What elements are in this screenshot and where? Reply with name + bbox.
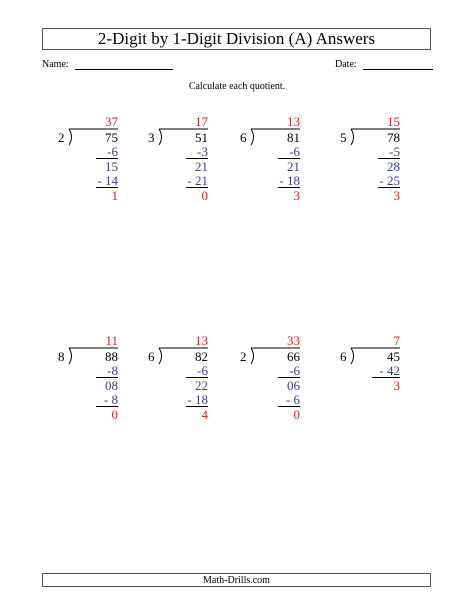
step-subtract: -6 (197, 363, 208, 378)
problem-3 (240, 115, 300, 205)
instruction-text: Calculate each quotient. (188, 81, 286, 92)
dividend: 66 (287, 349, 300, 364)
remainder: 3 (393, 378, 400, 393)
quotient: 33 (287, 333, 300, 348)
problem-2 (148, 115, 208, 205)
quotient: 7 (393, 333, 400, 348)
dividend: 75 (105, 130, 118, 145)
dividend: 78 (387, 130, 400, 145)
step-subtract: - 18 (279, 173, 300, 188)
divisor: 6 (148, 349, 155, 364)
step-value: 06 (287, 378, 300, 393)
problem-5 (58, 334, 118, 424)
step-subtract: - 14 (97, 173, 118, 188)
footer-text: Math-Drills.com (203, 574, 270, 586)
divisor: 6 (340, 349, 347, 364)
remainder: 0 (201, 188, 208, 203)
quotient: 13 (287, 114, 300, 129)
problem-1 (58, 115, 118, 205)
divisor: 2 (240, 349, 247, 364)
step-subtract: - 18 (187, 392, 208, 407)
step-subtract: - 6 (285, 392, 300, 407)
quotient: 15 (387, 114, 400, 129)
remainder: 0 (293, 407, 300, 422)
dividend: 45 (387, 349, 400, 364)
step-subtract: -3 (197, 144, 208, 159)
quotient: 17 (195, 114, 208, 129)
dividend: 51 (195, 130, 208, 145)
step-subtract: -6 (289, 144, 300, 159)
dividend: 82 (195, 349, 208, 364)
step-value: 08 (105, 378, 118, 393)
dividend: 81 (287, 130, 300, 145)
step-value: 22 (195, 378, 208, 393)
name-label: Name: (42, 59, 69, 70)
remainder: 0 (111, 407, 118, 422)
step-subtract: -5 (389, 144, 400, 159)
worksheet-title (42, 28, 431, 50)
dividend: 88 (105, 349, 118, 364)
footer (42, 573, 431, 587)
name-field (42, 59, 173, 70)
divisor: 3 (148, 130, 155, 145)
step-subtract: -6 (107, 144, 118, 159)
remainder: 3 (293, 188, 300, 203)
divisor: 8 (58, 349, 65, 364)
date-line (363, 59, 433, 70)
problem-4 (340, 115, 400, 205)
problem-8 (340, 334, 400, 424)
divisor: 6 (240, 130, 247, 145)
problem-7 (240, 334, 300, 424)
step-subtract: - 8 (103, 392, 118, 407)
step-subtract: - 25 (379, 173, 400, 188)
step-value: 21 (287, 159, 300, 174)
date-field (335, 59, 433, 70)
name-line (75, 59, 173, 70)
divisor: 5 (340, 130, 347, 145)
step-value: 21 (195, 159, 208, 174)
step-subtract: - 42 (379, 363, 400, 378)
step-subtract: -6 (289, 363, 300, 378)
remainder: 3 (393, 188, 400, 203)
problem-6 (148, 334, 208, 424)
step-subtract: -8 (107, 363, 118, 378)
step-value: 15 (105, 159, 118, 174)
remainder: 1 (111, 188, 118, 203)
remainder: 4 (201, 407, 208, 422)
quotient: 11 (105, 333, 118, 348)
worksheet-title-text: 2-Digit by 1-Digit Division (A) Answers (97, 29, 376, 48)
step-subtract: - 21 (187, 173, 208, 188)
quotient: 13 (195, 333, 208, 348)
step-value: 28 (387, 159, 400, 174)
quotient: 37 (105, 114, 118, 129)
date-label: Date: (335, 59, 357, 70)
divisor: 2 (58, 130, 65, 145)
